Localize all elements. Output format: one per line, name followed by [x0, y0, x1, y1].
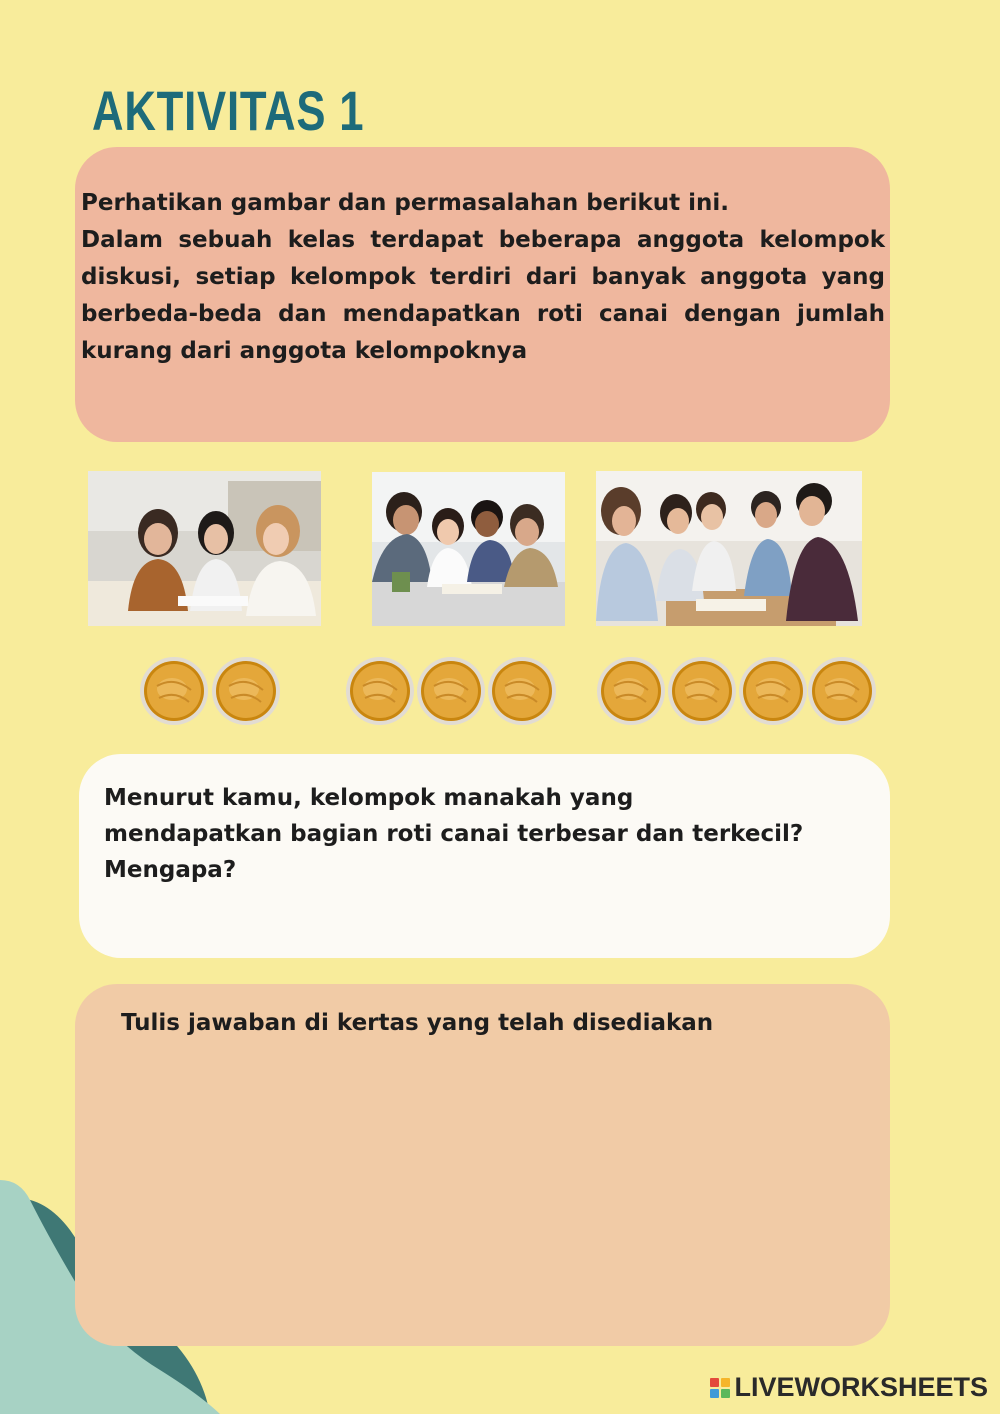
question-line-3: Mengapa?	[104, 857, 237, 883]
roti-canai-icon	[345, 656, 415, 726]
group-3-photo	[596, 471, 862, 626]
brand-name: LIVEWORKSHEETS	[734, 1372, 988, 1402]
group-2-photo	[372, 472, 565, 626]
page-title: AKTIVITAS 1	[92, 79, 365, 142]
roti-canai-icon	[416, 656, 486, 726]
question-card	[79, 754, 890, 958]
question-line-1: Menurut kamu, kelompok manakah yang	[104, 785, 634, 811]
roti-canai-icon	[738, 656, 808, 726]
roti-canai-icon	[211, 656, 281, 726]
liveworksheets-logo-icon	[710, 1378, 730, 1398]
roti-canai-icon	[139, 656, 209, 726]
intro-paragraph: Dalam sebuah kelas terdapat beberapa anggota kelompok diskusi, setiap kelompok terdiri dari banyak anggota yang berbeda-beda dan mendapatkan roti canai dengan jumlah kurang dari anggota kelompoknya	[81, 227, 885, 364]
intro-card	[75, 147, 890, 442]
intro-line: Perhatikan gambar dan permasalahan berikut ini.	[81, 190, 730, 216]
roti-canai-icon	[807, 656, 877, 726]
answer-card[interactable]	[75, 984, 890, 1346]
answer-instruction: Tulis jawaban di kertas yang telah disediakan	[121, 1010, 714, 1036]
group-1-photo	[88, 471, 321, 626]
roti-canai-icon	[487, 656, 557, 726]
brand-footer[interactable]	[710, 1372, 988, 1403]
roti-canai-icon	[596, 656, 666, 726]
question-line-2: mendapatkan bagian roti canai terbesar dan terkecil?	[104, 821, 804, 847]
roti-canai-icon	[667, 656, 737, 726]
